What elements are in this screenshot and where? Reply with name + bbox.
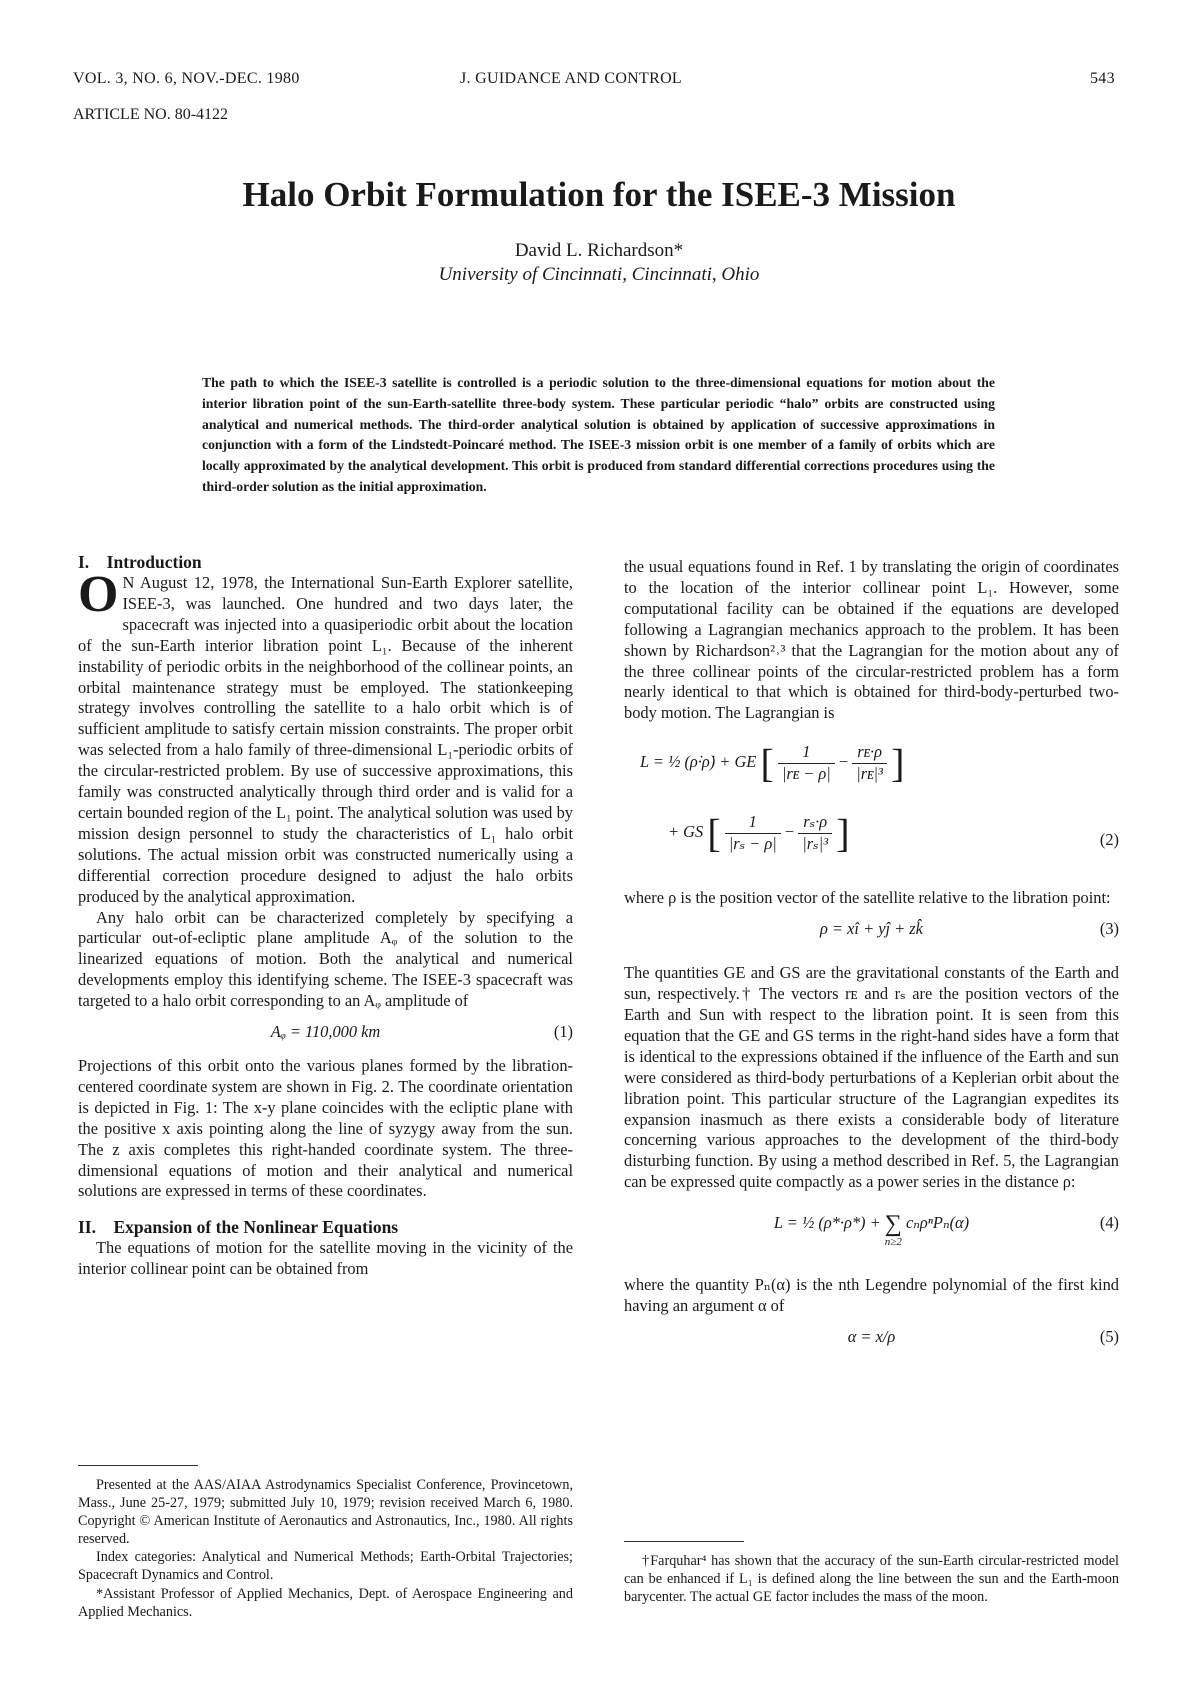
equation-4-number: (4) [1099, 1213, 1119, 1233]
page-number: 543 [1090, 70, 1115, 87]
intro-paragraph-3: Projections of this orbit onto the various planes formed by the libration-centered coordinate system are shown in Fig. 2. The coordinate orientation is depicted in Fig. 1: The x-y plane coincides with the ecliptic plane with the positive x axis pointing along the line of syzygy away from the sun. The z axis completes this right-handed coordinate system. The three-dimensional equations of motion and their analytical and numerical solutions are expressed in terms of these coordinates. [78, 1056, 573, 1201]
fraction-numerator: 1 [778, 742, 835, 764]
author-affiliation: University of Cincinnati, Cincinnati, Ohio [438, 264, 760, 285]
footnote-farquhar: †Farquhar⁴ has shown that the accuracy of the sun-Earth circular-restricted model can be enhanced if L₁ is defined along the line between the sun and the Earth-moon barycenter. The actual GE factor includes the mass of the moon. [624, 1553, 1119, 1606]
fraction-numerator: 1 [725, 812, 781, 834]
drop-cap: O [78, 566, 119, 623]
equation-1 [78, 1012, 573, 1056]
intro-paragraph-2: Any halo orbit can be characterized completely by specifying a particular out-of-ecliptic plane amplitude Aᵩ of the solution to the linearized equations of motion. Both the analytical and numerical developments employ this identifying scheme. The ISEE-3 spacecraft was targeted to a halo orbit corresponding to an Aᵩ amplitude of [78, 907, 573, 1011]
minus-sign: − [784, 822, 795, 842]
abstract: The path to which the ISEE-3 satellite is controlled is a periodic solution to the three-dimensional equations for motion about the interior libration point of the sun-Earth-satellite three-body system. These particular periodic “halo” orbits are constructed using analytical and numerical methods. The third-order analytical solution is obtained by application of successive approximations in conjunction with a form of the Lindstedt-Poincaré method. The ISEE-3 mission orbit is one member of a family of orbits which are locally approximated by the analytical development. This orbit is produced from standard differential corrections procedures using the third-order solution as the initial approximation. [202, 375, 995, 494]
minus-sign: − [838, 752, 849, 772]
equation-4-body [624, 1213, 1119, 1249]
equation-2-line-2 [668, 812, 850, 855]
author-name: David L. Richardson* [514, 240, 684, 261]
summation-index: n≥2 [884, 1236, 902, 1249]
article-number: ARTICLE NO. 80-4122 [73, 106, 229, 123]
footnote-index-categories: Index categories: Analytical and Numerical Methods; Earth-Orbital Trajectories; Spacecraft Dynamics and Control. [78, 1549, 573, 1584]
right-bracket-icon: ] [891, 740, 905, 786]
equation-2-fraction-2 [852, 742, 887, 785]
summation-sign-icon: ∑ [884, 1211, 902, 1238]
footnote-rule-left [78, 1465, 198, 1466]
footnote-author: *Assistant Professor of Applied Mechanics, Dept. of Aerospace Engineering and Applied Mechanics. [78, 1585, 573, 1620]
equation-3-body: ρ = xî + yĵ + zk̂ [820, 919, 923, 939]
running-header-journal: J. GUIDANCE AND CONTROL [460, 70, 683, 87]
equation-2-line-1 [640, 742, 904, 785]
right-bracket-icon: ] [836, 810, 850, 856]
equation-2 [624, 736, 1119, 876]
right-paragraph-3: The quantities GE and GS are the gravitational constants of the Earth and sun, respectively.† The vectors rᴇ and rₛ are the position vectors of the Earth and Sun with respect to the libration point. It is seen from this equation that the GE and GS terms in the right-hand sides have a form that is identical to the expressions obtained if the influence of the Earth and sun were considered as third-body perturbations of a Keplerian orbit about the libration point. This particular structure of the Lagrangian expedites its expansion inasmuch as there exists a considerable body of literature concerning various approaches to the development of the third-body disturbing function. By using a method described in Ref. 5, the Lagrangian can be expressed quite compactly as a power series in the distance ρ: [624, 963, 1119, 1192]
footnote-rule-right [624, 1541, 744, 1542]
fraction-denominator: |rₛ − ρ| [728, 834, 777, 854]
fraction-numerator: rᴇ·ρ [852, 742, 887, 764]
equation-2-fraction-3 [725, 812, 781, 855]
equation-3-number: (3) [1099, 919, 1119, 939]
equation-4-tail: cₙρⁿPₙ(α) [905, 1213, 970, 1233]
equation-1-number: (1) [553, 1022, 573, 1042]
fraction-denominator: |rₛ|³ [802, 834, 829, 854]
paper-title: Halo Orbit Formulation for the ISEE-3 Mission [242, 175, 956, 214]
section2-paragraph-1: The equations of motion for the satellite moving in the vicinity of the interior collinear point can be obtained from [78, 1238, 573, 1279]
equation-3 [624, 909, 1119, 953]
equation-1-body: Aᵩ = 110,000 km [270, 1022, 381, 1042]
fraction-denominator: |rᴇ − ρ| [781, 764, 831, 784]
equation-2-fraction-4 [798, 812, 832, 855]
equation-4-lead: L = ½ (ρ*·ρ*) + [773, 1213, 881, 1233]
right-paragraph-2: where ρ is the position vector of the satellite relative to the libration point: [624, 888, 1111, 908]
equation-5 [624, 1317, 1119, 1357]
intro-paragraph-1-text: N August 12, 1978, the International Sun-Earth Explorer satellite, ISEE-3, was launched. One hundred and two days later, the spacecraft was injected into a quasiperiodic orbit about the location of the sun-Earth interior libration point L₁. Because of the inherent instability of periodic orbits in the neighborhood of the collinear points, an orbital maintenance strategy must be employed. The stationkeeping strategy involves controlling the satellite to a halo orbit which is of sufficient amplitude to satisfy certain mission constraints. The proper orbit was selected from a halo family of three-dimensional L₁-periodic orbits of the circular-restricted problem. By use of successive approximations, this family was constructed analytically through third order and is valid for a certain bounded region of the L₁ point. The analytical solution was used by mission design personnel to study the characteristics of L₁ halo orbit solutions. The actual mission orbit was constructed numerically using a differential correction procedure designed to adjust the halo orbits produced by the analytical approximation. [78, 573, 573, 906]
right-column [624, 557, 1119, 1357]
section-heading-expansion: II. Expansion of the Nonlinear Equations [78, 1217, 399, 1238]
right-paragraph-4: where the quantity Pₙ(α) is the nth Legendre polynomial of the first kind having an argument α of [624, 1275, 1119, 1316]
intro-paragraph-1 [78, 566, 573, 908]
equation-2-number: (2) [1099, 830, 1119, 850]
equation-2-lead: L = ½ (ρ̇·ρ̇) + GE [640, 752, 757, 772]
fraction-denominator: |rᴇ|³ [856, 764, 883, 784]
summation [885, 1213, 902, 1249]
equation-2-fraction-1 [778, 742, 835, 785]
fraction-numerator: rₛ·ρ [798, 812, 832, 834]
footnotes-left [78, 1476, 573, 1621]
equation-5-number: (5) [1099, 1326, 1119, 1346]
footnote-presented: Presented at the AAS/AIAA Astrodynamics Specialist Conference, Provincetown, Mass., June 25-27, 1979; submitted July 10, 1979; revision received March 6, 1980. Copyright © American Institute of Aeronautics and Astronautics, Inc., 1980. All rights reserved. [78, 1477, 573, 1548]
left-bracket-icon: [ [760, 740, 774, 786]
right-paragraph-1: the usual equations found in Ref. 1 by translating the origin of coordinates to the location of the interior collinear point L₁. However, some computational facility can be obtained if the equations are developed following a Lagrangian mechanics approach to the problem. It has been shown by Richardson²˒³ that the Lagrangian for the motion about any of the three collinear points of the circular-restricted problem has a form nearly identical to that which is obtained for third-body-perturbed two-body motion. The Lagrangian is [624, 557, 1119, 723]
left-bracket-icon: [ [707, 810, 721, 856]
equation-4 [624, 1199, 1119, 1267]
equation-5-body: α = x/ρ [847, 1326, 896, 1346]
left-column [78, 551, 573, 1280]
section-heading-introduction: I. Introduction [78, 552, 202, 572]
equation-2-lead-2: + GS [668, 822, 704, 842]
running-header-volume: VOL. 3, NO. 6, NOV.-DEC. 1980 [73, 70, 300, 87]
footnotes-right [624, 1552, 1119, 1606]
